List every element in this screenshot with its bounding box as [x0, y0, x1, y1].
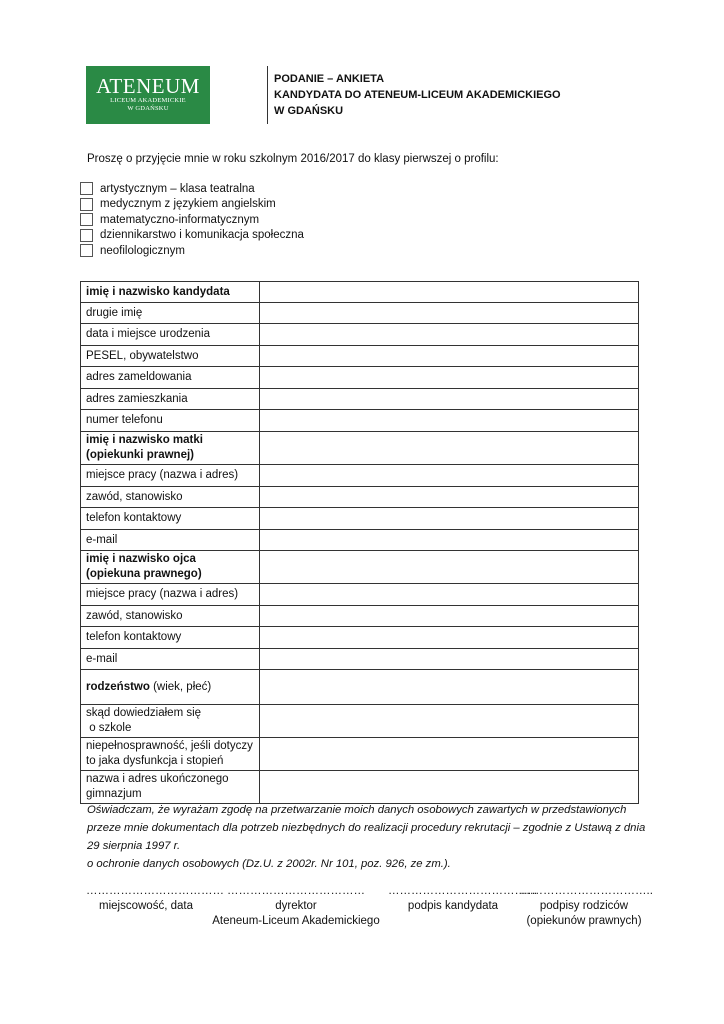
table-row [81, 324, 639, 346]
table-row [81, 530, 639, 551]
signature-parents [520, 884, 653, 929]
field-label-line: to jaka dysfunkcja i stopień [86, 755, 224, 767]
field-label: numer telefonu [81, 410, 260, 432]
field-label: zawód, stanowisko [81, 487, 260, 508]
consent-declaration [87, 801, 647, 873]
table-row [81, 487, 639, 508]
field-label: adres zameldowania [81, 367, 260, 389]
field-value[interactable] [260, 367, 639, 389]
applicant-form-table [80, 281, 639, 804]
signature-row [70, 884, 653, 934]
field-label-line: imię i nazwisko matki [86, 434, 203, 446]
profile-checkbox[interactable] [80, 198, 93, 211]
table-row [81, 367, 639, 389]
header-divider [267, 66, 268, 124]
table-row [81, 432, 639, 465]
school-logo [86, 66, 210, 124]
profile-checkbox[interactable] [80, 244, 93, 257]
signature-place-date [86, 884, 224, 914]
signature-label: Ateneum-Liceum Akademickiego [212, 915, 380, 927]
profile-option [80, 197, 304, 213]
field-value[interactable] [260, 649, 639, 670]
field-label: data i miejsce urodzenia [81, 324, 260, 346]
signature-label: podpisy rodziców [539, 900, 629, 912]
field-value[interactable] [260, 389, 639, 410]
field-label: e-mail [81, 649, 260, 670]
profile-label: neofilologicznym [100, 244, 186, 257]
signature-label: miejscowość, data [99, 900, 193, 912]
field-label [81, 771, 260, 804]
table-row [81, 551, 639, 584]
field-label: PESEL, obywatelstwo [81, 346, 260, 367]
field-value[interactable] [260, 282, 639, 303]
title-line1: PODANIE – ANKIETA [274, 73, 385, 85]
field-value[interactable] [260, 410, 639, 432]
profile-list [80, 181, 304, 259]
field-label-line: nazwa i adres ukończonego [86, 773, 229, 785]
profile-label: matematyczno-informatycznym [100, 213, 260, 226]
table-row [81, 410, 639, 432]
signature-director [210, 884, 382, 929]
field-label [81, 432, 260, 465]
field-value[interactable] [260, 465, 639, 487]
field-label-line: imię i nazwisko ojca [86, 553, 196, 565]
table-row [81, 465, 639, 487]
table-row [81, 282, 639, 303]
document-title [274, 71, 561, 119]
signature-line: ……………………………… [86, 885, 224, 897]
profile-option [80, 228, 304, 244]
table-row [81, 584, 639, 606]
field-value[interactable] [260, 508, 639, 530]
signature-line: ………………………………… [388, 885, 538, 897]
field-label: telefon kontaktowy [81, 508, 260, 530]
profile-checkbox[interactable] [80, 213, 93, 226]
table-row [81, 508, 639, 530]
field-label [81, 738, 260, 771]
field-value[interactable] [260, 346, 639, 367]
field-value[interactable] [260, 551, 639, 584]
profile-label: artystycznym – klasa teatralna [100, 182, 255, 195]
signature-line: ……………………………… [227, 885, 365, 897]
field-label [81, 705, 260, 738]
field-label: telefon kontaktowy [81, 627, 260, 649]
field-label: drugie imię [81, 303, 260, 324]
table-row [81, 346, 639, 367]
title-line3: W GDAŃSKU [274, 105, 344, 117]
table-row [81, 670, 639, 705]
profile-option [80, 212, 304, 228]
field-label: miejsce pracy (nazwa i adres) [81, 465, 260, 487]
logo-sub-line1: LICEUM AKADEMICKIE [110, 97, 186, 104]
table-row [81, 606, 639, 627]
logo-sub-line2: W GDAŃSKU [127, 105, 169, 112]
field-value[interactable] [260, 670, 639, 705]
profile-label: medycznym z językiem angielskim [100, 198, 276, 211]
field-value[interactable] [260, 705, 639, 738]
signature-line: …………………………….. [520, 885, 653, 897]
field-label: zawód, stanowisko [81, 606, 260, 627]
profile-option [80, 181, 304, 197]
field-value[interactable] [260, 584, 639, 606]
profile-checkbox[interactable] [80, 229, 93, 242]
field-label-line: gimnazjum [86, 788, 142, 800]
field-label-line: (opiekuna prawnego) [86, 568, 202, 580]
request-text: Proszę o przyjęcie mnie w roku szkolnym 2016/2017 do klasy pierwszej o profilu: [87, 153, 499, 165]
table-row [81, 738, 639, 771]
profile-checkbox[interactable] [80, 182, 93, 195]
table-row [81, 649, 639, 670]
field-label-line: niepełnosprawność, jeśli dotyczy [86, 740, 253, 752]
table-row [81, 389, 639, 410]
field-value[interactable] [260, 738, 639, 771]
field-label-note: (wiek, płeć) [149, 680, 212, 693]
field-value[interactable] [260, 530, 639, 551]
field-label [81, 670, 260, 705]
table-row [81, 705, 639, 738]
profile-option [80, 243, 304, 259]
signature-candidate [388, 884, 538, 914]
title-line2: KANDYDATA DO ATENEUM-LICEUM AKADEMICKIEGO [274, 89, 561, 101]
table-row [81, 627, 639, 649]
signature-label: podpis kandydata [407, 900, 499, 912]
declaration-line: 29 sierpnia 1997 r. [87, 840, 181, 852]
field-value[interactable] [260, 303, 639, 324]
declaration-line: przeze mnie dokumentach dla potrzeb niezbędnych do realizacji procedury rekrutacji – zgodnie z Ustawą z dnia [87, 822, 646, 834]
field-label: imię i nazwisko kandydata [81, 282, 260, 303]
signature-label: dyrektor [275, 900, 317, 912]
field-label-bold: rodzeństwo [86, 680, 150, 693]
field-label: miejsce pracy (nazwa i adres) [81, 584, 260, 606]
field-value[interactable] [260, 324, 639, 346]
field-label: e-mail [81, 530, 260, 551]
profile-label: dziennikarstwo i komunikacja społeczna [100, 229, 304, 242]
logo-brand: ATENEUM [96, 74, 200, 98]
field-value[interactable] [260, 627, 639, 649]
signature-label: (opiekunów prawnych) [526, 915, 642, 927]
table-row [81, 303, 639, 324]
field-label-line: o szkole [86, 722, 132, 734]
field-value[interactable] [260, 771, 639, 804]
field-label [81, 551, 260, 584]
field-value[interactable] [260, 606, 639, 627]
declaration-line: o ochronie danych osobowych (Dz.U. z 2002r. Nr 101, poz. 926, ze zm.). [87, 858, 451, 870]
field-label: adres zamieszkania [81, 389, 260, 410]
declaration-line: Oświadczam, że wyrażam zgodę na przetwarzanie moich danych osobowych zawartych w przedstawionych [87, 804, 627, 816]
field-label-line: skąd dowiedziałem się [86, 707, 202, 719]
field-value[interactable] [260, 432, 639, 465]
field-value[interactable] [260, 487, 639, 508]
table-row [81, 771, 639, 804]
field-label-line: (opiekunki prawnej) [86, 449, 194, 461]
